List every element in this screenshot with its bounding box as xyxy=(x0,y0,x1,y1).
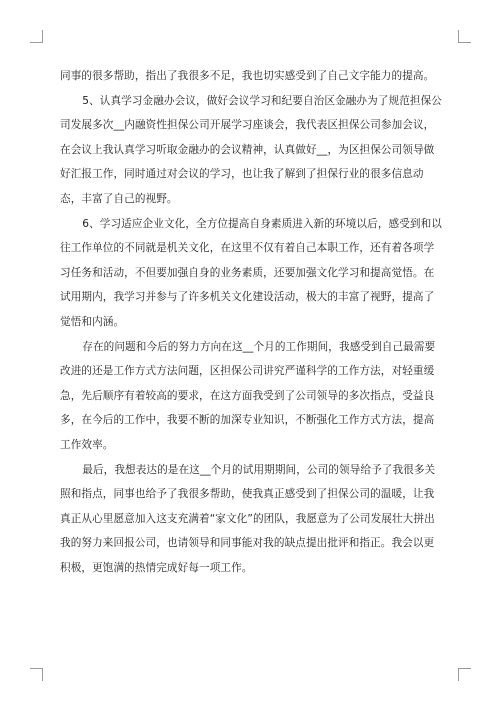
paragraph-problems: 存在的问题和今后的努力方向在这__个月的工作期间，我感受到自己最需要改进的还是工作方式方法问题，区担保公司讲究严谨科学的工作方法，对轻重缓急，先后顺序有着较高的要求，在这方面我受到了公司领导的多次指点，受益良多，在今后的工作中，我要不断的加深专业知识，不断强化工作方式方法，提高工作效率。 xyxy=(60,340,436,451)
page-corner-mark-top-right xyxy=(458,30,471,43)
page-corner-mark-bottom-left xyxy=(30,668,43,681)
page-corner-mark-bottom-right xyxy=(458,668,471,681)
paragraph-item-5: 5、认真学习金融办会议，做好会议学习和纪要自治区金融办为了规范担保公司发展多次__内融资性担保公司开展学习座谈会，我代表区担保公司参加会议，在会议上我认真学习听取金融办的会议精神，认真做好__，为区担保公司领导做好汇报工作，同时通过对会议的学习，也让我了解到了担保行业的很多信息动态，丰富了自己的视野。 xyxy=(60,94,442,205)
document-body xyxy=(60,64,444,580)
paragraph-closing: 最后，我想表达的是在这__个月的试用期期间，公司的领导给予了我很多关照和指点，同事也给予了我很多帮助，使我真正感受到了担保公司的温暖，让我真正从心里愿意加入这支充满着“家文化”的团队，我愿意为了公司发展壮大拼出我的努力来回报公司，也请领导和同事能对我的缺点提出批评和指正。我会以更积极，更饱满的热情完成好每一项工作。 xyxy=(60,463,436,574)
paragraph-continuation: 同事的很多帮助，指出了我很多不足，我也切实感受到了自己文字能力的提高。 xyxy=(60,70,435,82)
paragraph-item-6: 6、学习适应企业文化，全方位提高自身素质进入新的环境以后，感受到和以往工作单位的不同就是机关文化，在这里不仅有着自己本职工作，还有着各项学习任务和活动，不但要加强自身的业务素质，还要加强文化学习和提高觉悟。在试用期内，我学习并参与了许多机关文化建设活动，极大的丰富了视野，提高了觉悟和内涵。 xyxy=(60,217,442,328)
page-corner-mark-top-left xyxy=(30,30,43,43)
